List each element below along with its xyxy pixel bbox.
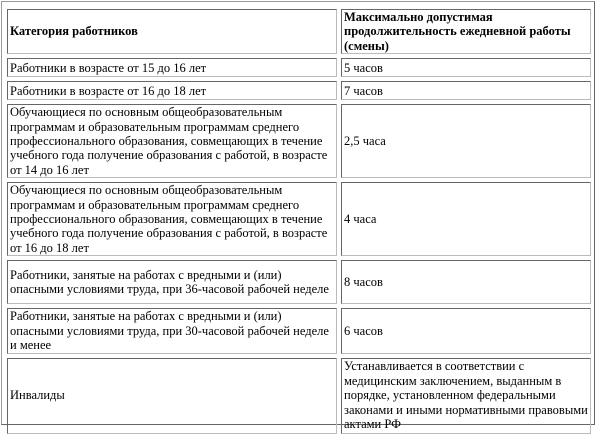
cell-duration: 8 часов (341, 260, 591, 304)
table-row (7, 308, 591, 353)
cell-category: Инвалиды (7, 358, 337, 434)
cell-duration: 2,5 часа (341, 104, 591, 178)
cell-category: Обучающиеся по основным общеобразовательным программам и образовательным программам среднего профессионального образования, совмещающих в течение учебного года получение образования с работой, в возрасте от 14 до 16 лет (7, 104, 337, 178)
table-row (7, 260, 591, 304)
table-row (7, 58, 591, 77)
cell-duration: Устанавливается в соответствии с медицинским заключением, выданным в порядке, установленном федеральными законами и иными нормативными правовыми актами РФ (341, 358, 591, 434)
header-duration: Максимально допустимая продолжительность ежедневной работы (смены) (341, 9, 591, 54)
cell-category: Обучающиеся по основным общеобразовательным программам и образовательным программам среднего профессионального образования, совмещающих в течение учебного года получение образования с работой, в возрасте от 16 до 18 лет (7, 182, 337, 256)
cell-duration: 4 часа (341, 182, 591, 256)
table-row (7, 182, 591, 256)
cell-category: Работники, занятые на работах с вредными и (или) опасными условиями труда, при 36-часовой рабочей неделе (7, 260, 337, 304)
header-category: Категория работников (7, 9, 337, 54)
cell-category: Работники в возрасте от 16 до 18 лет (7, 81, 337, 100)
cell-category: Работники, занятые на работах с вредными и (или) опасными условиями труда, при 30-часовой рабочей неделе и менее (7, 308, 337, 353)
table-row (7, 104, 591, 178)
working-hours-table (3, 5, 595, 438)
table-row (7, 358, 591, 434)
table-header-row (7, 9, 591, 54)
table-row (7, 81, 591, 100)
cell-duration: 5 часов (341, 58, 591, 77)
cell-duration: 6 часов (341, 308, 591, 353)
cell-category: Работники в возрасте от 15 до 16 лет (7, 58, 337, 77)
cell-duration: 7 часов (341, 81, 591, 100)
